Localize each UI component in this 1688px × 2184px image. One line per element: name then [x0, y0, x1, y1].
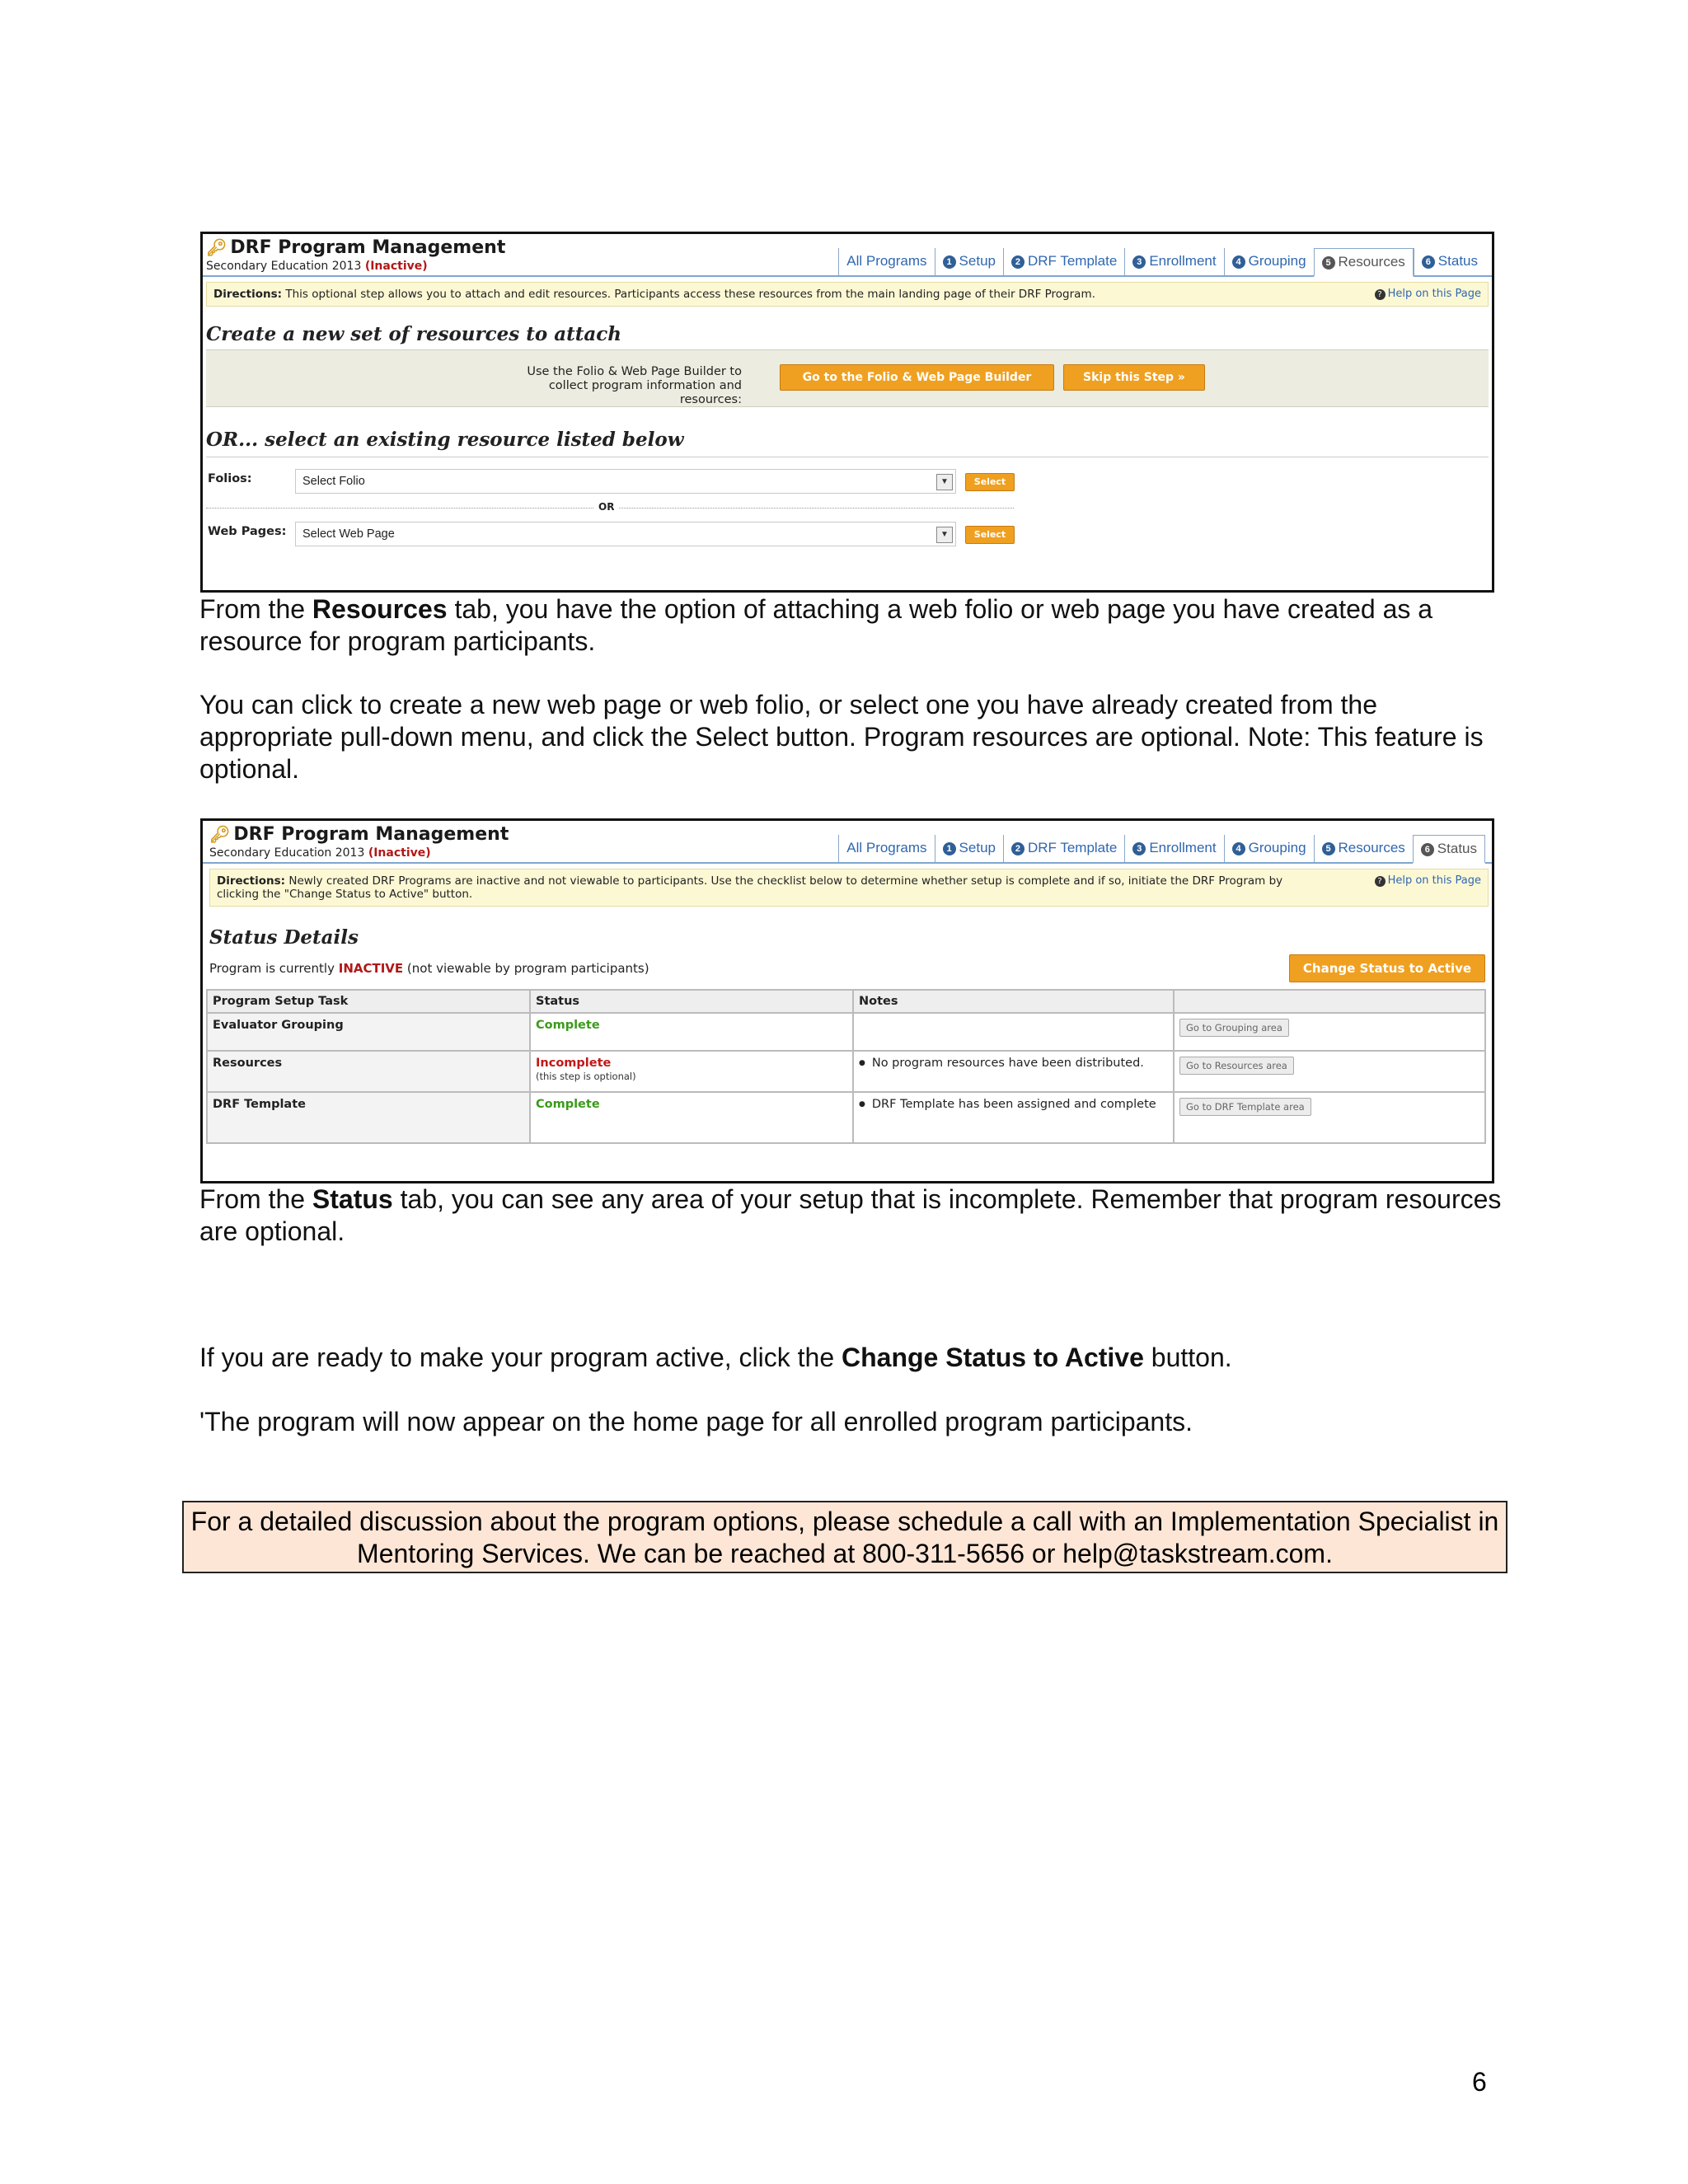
paragraph-activate: If you are ready to make your program active, click the Change Status to Active button. [199, 1343, 1232, 1372]
status-cell: Complete [530, 1092, 853, 1143]
number-4-icon: 4 [1232, 842, 1245, 855]
status-details-title: Status Details [209, 926, 359, 949]
create-section-title: Create a new set of resources to attach [206, 323, 621, 345]
tab-all-programs[interactable]: All Programs [838, 248, 934, 275]
folios-label: Folios: [208, 472, 252, 485]
program-subtitle: Secondary Education 2013 (Inactive) [209, 846, 431, 860]
status-line [203, 949, 1492, 986]
number-5-icon: 5 [1322, 256, 1335, 269]
paragraph-create: You can click to create a new web page or web folio, or select one you have already created from the appropriate pull-down menu, and click the Select button. Program resources are optional. Note: This feature is optional. [199, 690, 1484, 784]
tab-drf-template[interactable]: 2 DRF Template [1003, 248, 1124, 275]
notes-cell [853, 1013, 1174, 1051]
action-cell [1174, 1092, 1485, 1143]
tab-bar [838, 835, 1485, 862]
tab-grouping[interactable]: 4 Grouping [1224, 248, 1314, 275]
number-3-icon: 3 [1132, 842, 1146, 855]
directions-box: Directions: Newly created DRF Programs are inactive and not viewable to participants. Use the checklist below to determine whether setup is complete and if so, initiate the DRF Program by clicking the "Change Status to Active" button. ? Help on this Page [209, 869, 1489, 907]
folios-row [203, 466, 1492, 499]
tab-all-programs[interactable]: All Programs [838, 835, 934, 862]
program-header [203, 821, 1492, 864]
number-6-icon: 6 [1422, 255, 1435, 269]
select-webpage-button[interactable]: Select [965, 526, 1015, 544]
contact-callout: For a detailed discussion about the program options, please schedule a call with an Implementation Specialist in Mentoring Services. We can be reached at 800-311-5656 or help@taskstream.com. [182, 1501, 1507, 1573]
folios-select[interactable]: Select Folio ▼ [295, 469, 956, 494]
tab-setup[interactable]: 1 Setup [935, 835, 1003, 862]
tab-drf-template[interactable]: 2 DRF Template [1003, 835, 1124, 862]
table-header-row [207, 990, 1485, 1013]
notes-cell: ● No program resources have been distributed. [853, 1051, 1174, 1092]
column-header [1174, 990, 1485, 1013]
select-folio-button[interactable]: Select [965, 473, 1015, 491]
program-header [203, 234, 1492, 277]
tab-enrollment[interactable]: 3 Enrollment [1124, 248, 1223, 275]
action-cell [1174, 1013, 1485, 1051]
help-link[interactable]: ? Help on this Page [1375, 874, 1481, 888]
number-1-icon: 1 [943, 842, 956, 855]
resources-screenshot [200, 232, 1494, 593]
paragraph-home-page: 'The program will now appear on the home page for all enrolled program participants. [199, 1407, 1193, 1436]
go-to-drf-template-button[interactable]: Go to DRF Template area [1179, 1098, 1311, 1116]
column-header: Status [530, 990, 853, 1013]
tab-setup[interactable]: 1 Setup [935, 248, 1003, 275]
number-6-icon: 6 [1421, 843, 1434, 856]
program-title: 🔑︎ DRF Program Management [206, 237, 506, 258]
builder-description: Use the Folio & Web Page Builder to collect program information and resources: [527, 365, 742, 406]
setup-checklist-table [206, 989, 1486, 1144]
number-1-icon: 1 [943, 255, 956, 269]
table-row [207, 1051, 1485, 1092]
page-number: 6 [1472, 2067, 1487, 2097]
key-icon: 🔑︎ [209, 824, 231, 844]
paragraph-status: From the Status tab, you can see any area of your setup that is incomplete. Remember that program resources are optional. [199, 1184, 1502, 1246]
folio-builder-button[interactable]: Go to the Folio & Web Page Builder [780, 364, 1054, 391]
tab-resources[interactable]: 5 Resources [1314, 248, 1414, 277]
go-to-resources-button[interactable]: Go to Resources area [1179, 1057, 1294, 1075]
number-5-icon: 5 [1322, 842, 1335, 855]
tab-grouping[interactable]: 4 Grouping [1224, 835, 1314, 862]
tab-status[interactable]: 6 Status [1414, 248, 1485, 275]
table-row [207, 1013, 1485, 1051]
notes-cell: ● DRF Template has been assigned and complete [853, 1092, 1174, 1143]
help-icon: ? [1375, 876, 1386, 887]
inactive-badge: (Inactive) [368, 846, 431, 860]
or-separator: OR [206, 499, 1489, 518]
help-icon: ? [1375, 289, 1386, 300]
webpages-label: Web Pages: [208, 525, 287, 538]
tab-resources[interactable]: 5 Resources [1314, 835, 1413, 862]
key-icon: 🔑︎ [206, 237, 227, 257]
column-header: Notes [853, 990, 1174, 1013]
tab-bar [838, 248, 1485, 275]
action-cell [1174, 1051, 1485, 1092]
column-header: Program Setup Task [207, 990, 530, 1013]
webpages-row [203, 518, 1492, 551]
directions-box: Directions: This optional step allows you to attach and edit resources. Participants access these resources from the main landing page of their DRF Program. ? Help on this Page [206, 282, 1489, 307]
number-3-icon: 3 [1132, 255, 1146, 269]
program-subtitle: Secondary Education 2013 (Inactive) [206, 260, 428, 273]
task-cell: Evaluator Grouping [207, 1013, 530, 1051]
go-to-grouping-button[interactable]: Go to Grouping area [1179, 1019, 1289, 1037]
table-row [207, 1092, 1485, 1143]
number-4-icon: 4 [1232, 255, 1245, 269]
inactive-badge: (Inactive) [364, 260, 428, 273]
webpages-select[interactable]: Select Web Page ▼ [295, 522, 956, 546]
program-title: 🔑︎ DRF Program Management [209, 824, 509, 845]
task-cell: Resources [207, 1051, 530, 1092]
help-link[interactable]: ? Help on this Page [1375, 288, 1481, 301]
paragraph-resources: From the Resources tab, you have the option of attaching a web folio or web page you have created as a resource for program participants. [199, 594, 1433, 656]
builder-panel [206, 349, 1489, 407]
number-2-icon: 2 [1011, 255, 1025, 269]
status-cell: Complete [530, 1013, 853, 1051]
status-screenshot [200, 818, 1494, 1183]
status-text: Program is currently INACTIVE (not viewable by program participants) [209, 961, 649, 976]
existing-section-title: OR... select an existing resource listed below [206, 429, 684, 451]
dropdown-arrow-icon: ▼ [936, 474, 953, 490]
number-2-icon: 2 [1011, 842, 1025, 855]
dropdown-arrow-icon: ▼ [936, 527, 953, 543]
tab-enrollment[interactable]: 3 Enrollment [1124, 835, 1223, 862]
task-cell: DRF Template [207, 1092, 530, 1143]
tab-status[interactable]: 6 Status [1413, 835, 1485, 864]
change-status-button[interactable]: Change Status to Active [1289, 954, 1485, 982]
status-cell: Incomplete (this step is optional) [530, 1051, 853, 1092]
skip-step-button[interactable]: Skip this Step » [1063, 364, 1205, 391]
